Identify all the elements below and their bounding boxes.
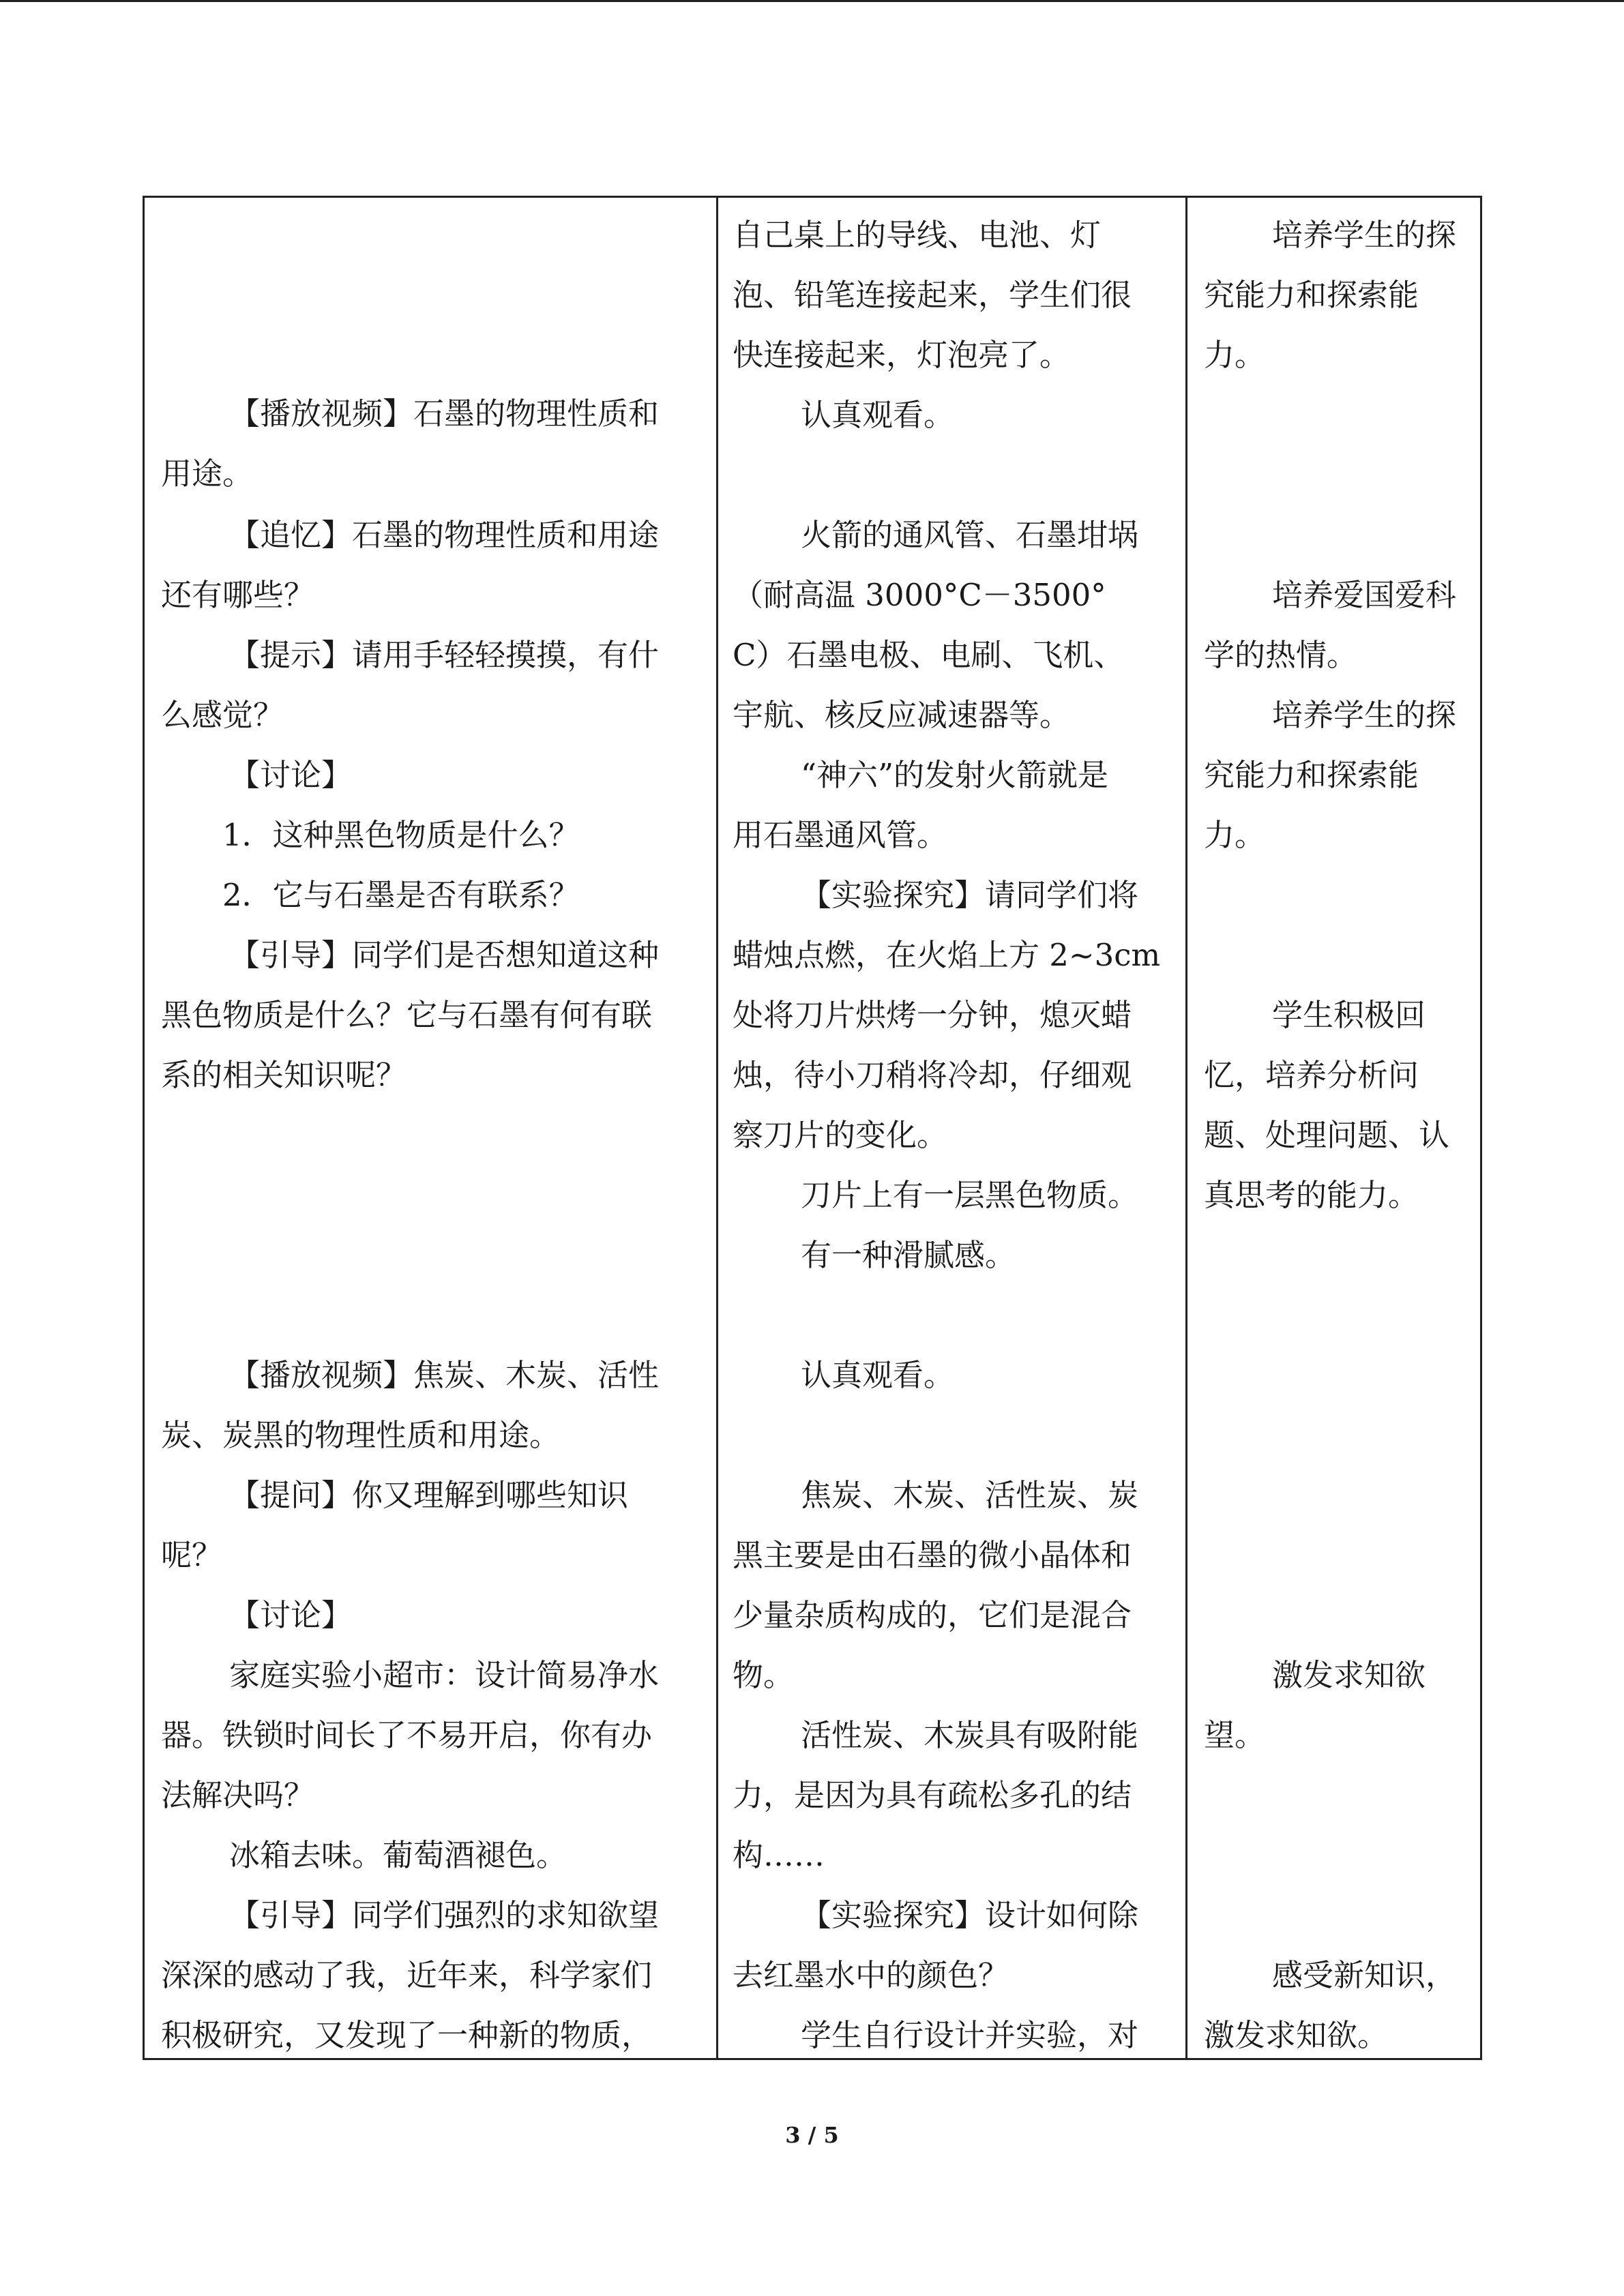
text-line: 力。: [1204, 337, 1266, 373]
text-line: 忆，培养分析问: [1204, 1057, 1419, 1093]
text-line: 法解决吗？: [161, 1777, 315, 1813]
text-line: 培养爱国爱科: [1272, 577, 1457, 613]
text-line: 黑主要是由石墨的微小晶体和: [733, 1537, 1132, 1573]
lesson-plan-table: [143, 196, 1482, 2060]
text-line: 力。: [1204, 817, 1266, 853]
text-line: 自己桌上的导线、电池、灯: [733, 217, 1102, 253]
text-line: 究能力和探索能: [1204, 757, 1419, 793]
text-line: 学的热情。: [1204, 637, 1358, 673]
text-line: C）石墨电极、电刷、飞机、: [733, 637, 1125, 673]
text-line: 深深的感动了我，近年来，科学家们: [161, 1957, 653, 1993]
text-line: 学生积极回: [1272, 997, 1426, 1033]
text-line: 火箭的通风管、石墨坩埚: [801, 517, 1139, 553]
text-line: 蜡烛点燃，在火焰上方 2~3cm: [733, 937, 1161, 973]
text-line: 么感觉？: [161, 697, 284, 733]
text-line: （耐高温 3000°C－3500°: [733, 577, 1106, 613]
text-line: 感受新知识，: [1272, 1957, 1457, 1993]
text-line: 烛，待小刀稍将冷却，仔细观: [733, 1057, 1132, 1093]
text-line: 泡、铅笔连接起来，学生们很: [733, 277, 1132, 313]
text-line: 焦炭、木炭、活性炭、炭: [801, 1477, 1139, 1513]
text-line: 学生自行设计并实验，对: [801, 2017, 1139, 2053]
text-line: 【引导】同学们强烈的求知欲望: [229, 1897, 660, 1933]
text-line: 宇航、核反应减速器等。: [733, 697, 1071, 733]
text-line: 处将刀片烘烤一分钟，熄灭蜡: [733, 997, 1132, 1033]
text-line: 快连接起来，灯泡亮了。: [733, 337, 1071, 373]
text-line: 察刀片的变化。: [733, 1117, 948, 1153]
text-line: 【提问】你又理解到哪些知识: [229, 1477, 629, 1513]
design-intent-column: [1187, 198, 1480, 2058]
text-line: 用石墨通风管。: [733, 817, 948, 853]
text-line: 【实验探究】设计如何除: [801, 1897, 1139, 1933]
text-line: 还有哪些？: [161, 577, 315, 613]
page-number: 3 / 5: [785, 2122, 839, 2148]
text-line: 系的相关知识呢？: [161, 1057, 407, 1093]
top-border-line: [0, 0, 1624, 2]
text-line: 2．它与石墨是否有联系？: [222, 877, 580, 913]
teacher-activity-column: [145, 198, 718, 2058]
text-line: 【实验探究】请同学们将: [801, 877, 1139, 913]
text-line: 【讨论】: [229, 757, 353, 793]
text-line: 少量杂质构成的，它们是混合: [733, 1597, 1132, 1633]
text-line: 力，是因为具有疏松多孔的结: [733, 1777, 1132, 1813]
text-line: 活性炭、木炭具有吸附能: [801, 1717, 1139, 1753]
text-line: 望。: [1204, 1717, 1266, 1753]
text-line: 有一种滑腻感。: [801, 1237, 1016, 1273]
student-activity-column: [716, 198, 1187, 2058]
text-line: 题、处理问题、认: [1204, 1117, 1450, 1153]
text-line: 激发求知欲。: [1204, 2017, 1389, 2053]
text-line: 器。铁锁时间长了不易开启，你有办: [161, 1717, 653, 1753]
text-line: 冰箱去味。葡萄酒褪色。: [229, 1837, 567, 1873]
text-line: 去红墨水中的颜色？: [733, 1957, 1009, 1993]
text-line: 炭、炭黑的物理性质和用途。: [161, 1417, 561, 1453]
text-line: 1．这种黑色物质是什么？: [222, 817, 580, 853]
text-line: 积极研究，又发现了一种新的物质，: [161, 2017, 653, 2053]
text-line: 培养学生的探: [1272, 697, 1457, 733]
text-line: 究能力和探索能: [1204, 277, 1419, 313]
text-line: 刀片上有一层黑色物质。: [801, 1177, 1139, 1213]
text-line: 构……: [733, 1837, 825, 1873]
text-line: 认真观看。: [801, 397, 955, 433]
text-line: 【播放视频】石墨的物理性质和: [229, 396, 660, 432]
text-line: 物。: [733, 1657, 795, 1693]
text-line: 【引导】同学们是否想知道这种: [229, 937, 660, 973]
text-line: 【提示】请用手轻轻摸摸，有什: [229, 637, 660, 673]
text-line: 【讨论】: [229, 1597, 353, 1633]
text-line: 【播放视频】焦炭、木炭、活性: [229, 1357, 660, 1393]
text-line: “神六”的发射火箭就是: [801, 757, 1109, 793]
text-line: 【追忆】石墨的物理性质和用途: [229, 517, 660, 553]
text-line: 黑色物质是什么？它与石墨有何有联: [161, 997, 653, 1033]
text-line: 呢？: [161, 1537, 223, 1573]
text-line: 培养学生的探: [1272, 217, 1457, 253]
text-line: 真思考的能力。: [1204, 1177, 1419, 1213]
text-line: 认真观看。: [801, 1357, 955, 1393]
text-line: 用途。: [161, 456, 254, 492]
text-line: 激发求知欲: [1272, 1657, 1426, 1693]
text-line: 家庭实验小超市：设计简易净水: [229, 1657, 660, 1693]
